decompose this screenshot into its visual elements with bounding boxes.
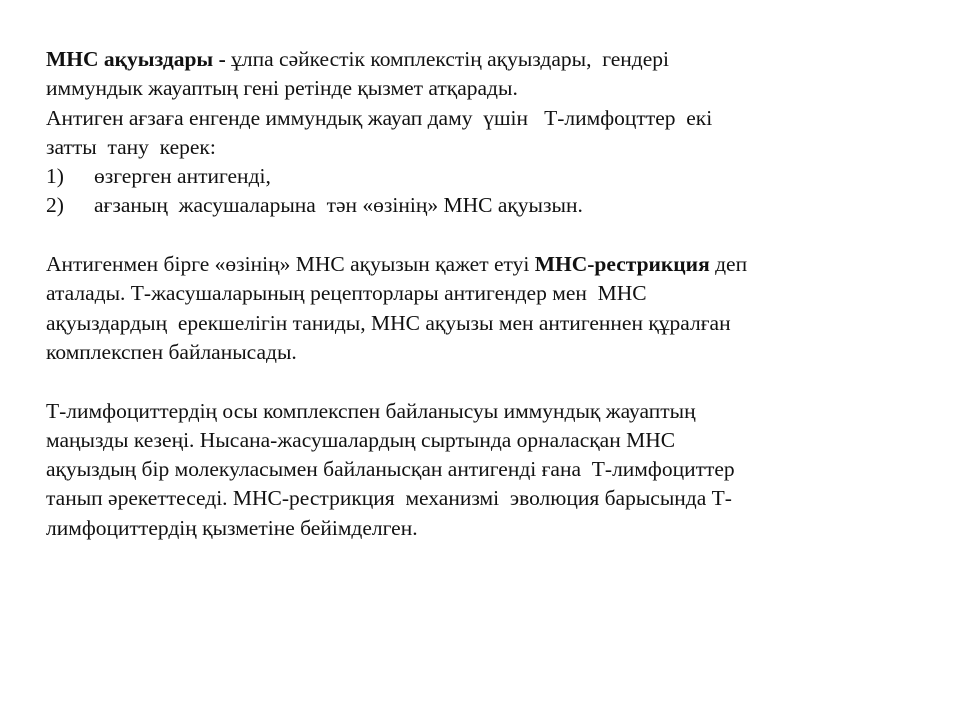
spacer (46, 221, 926, 250)
list-item (46, 162, 926, 191)
paragraph3-line-5: лимфоциттердің қызметіне бейімделген. (46, 515, 418, 540)
antigen-intro-line-1: Антиген ағзаға енгенде иммундық жауап даму үшін Т-лимфоцттер екі (46, 105, 713, 130)
paragraph2-line-2: аталады. Т-жасушаларының рецепторлары антигендер мен МНС (46, 281, 647, 306)
list-item-text: ағзаның жасушаларына тән «өзінің» МНС ақуызын. (94, 193, 583, 218)
paragraph3-line-3: ақуыздың бір молекуласымен байланысқан антигенді ғана Т-лимфоциттер (46, 457, 735, 482)
antigen-intro-line-2: затты тану керек: (46, 134, 216, 159)
paragraph2-text-start: Антигенмен бірге «өзінің» МНС ақуызын қажет етуі (46, 252, 535, 277)
paragraph3-line-2: маңызды кезеңі. Нысана-жасушалардың сыртында орналасқан МНС (46, 427, 676, 452)
list-item-text: өзгерген антигенді, (94, 164, 271, 189)
list-item-number: 2) (46, 193, 64, 218)
paragraph3-line-1: Т-лимфоциттердің осы комплекспен байланысуы иммундық жауаптың (46, 398, 696, 423)
paragraph2-line-4: комплекспен байланысады. (46, 339, 297, 364)
paragraph3-line-4: танып әрекеттеседі. МНС-рестрикция механизмі эволюция барысында Т- (46, 486, 732, 511)
spacer (46, 367, 926, 396)
mhc-restriction-term: МНС-рестрикция (534, 252, 710, 277)
paragraph2-line-1 (46, 250, 926, 279)
list-item (46, 191, 926, 220)
slide-text-block (46, 45, 926, 543)
definition-term: МНС ақуыздары - (46, 47, 226, 71)
list-item-number: 1) (46, 164, 64, 189)
definition-line-1 (46, 45, 926, 74)
definition-line-2: иммундык жауаптың гені ретінде қызмет атқарады. (46, 76, 518, 101)
paragraph2-line-3: ақуыздардың ерекшелігін таниды, МНС ақуызы мен антигеннен құралған (46, 310, 731, 335)
definition-text: ұлпа сәйкестік комплекстің ақуыздары, гендері (225, 47, 669, 71)
paragraph2-text-end: деп (709, 252, 748, 277)
